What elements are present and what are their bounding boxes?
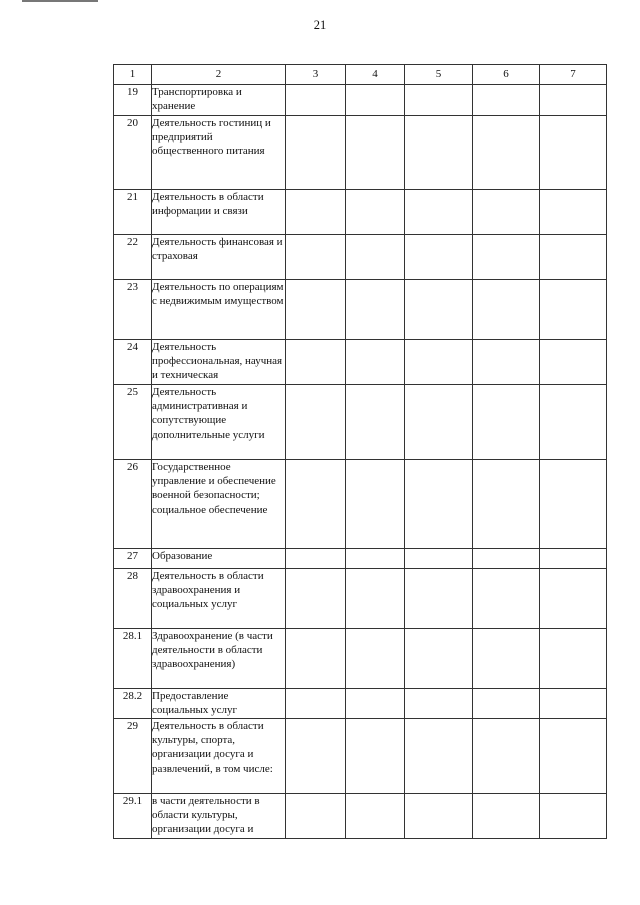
row-number: 29 — [114, 719, 152, 794]
row-number: 29.1 — [114, 794, 152, 839]
row-label: Деятельность финансовая и страховая — [152, 235, 286, 280]
table-cell — [286, 235, 346, 280]
table-cell — [346, 280, 405, 340]
row-label: Деятельность в области культуры, спорта, организации досуга и развлечений, в том числе: — [152, 719, 286, 794]
row-label: Деятельность административная и сопутствующие дополнительные услуги — [152, 385, 286, 460]
table-cell — [286, 85, 346, 116]
table-cell — [473, 385, 540, 460]
table-cell — [473, 794, 540, 839]
table-cell — [286, 569, 346, 629]
column-header: 4 — [346, 65, 405, 85]
page-number: 21 — [313, 18, 327, 32]
table-cell — [405, 385, 473, 460]
table-cell — [473, 280, 540, 340]
table-cell — [540, 460, 607, 549]
column-header: 6 — [473, 65, 540, 85]
row-label: Деятельность гостиниц и предприятий общественного питания — [152, 116, 286, 190]
column-header: 3 — [286, 65, 346, 85]
column-header: 1 — [114, 65, 152, 85]
table-cell — [286, 689, 346, 719]
table-row — [114, 340, 607, 385]
table-cell — [346, 569, 405, 629]
table-row — [114, 85, 607, 116]
table-row — [114, 794, 607, 839]
table-cell — [346, 385, 405, 460]
row-number: 28.1 — [114, 629, 152, 689]
table-cell — [286, 280, 346, 340]
table-cell — [405, 569, 473, 629]
row-number: 24 — [114, 340, 152, 385]
column-header: 2 — [152, 65, 286, 85]
row-number: 28.2 — [114, 689, 152, 719]
row-label: Деятельность в области информации и связи — [152, 190, 286, 235]
row-label: Государственное управление и обеспечение военной безопасности; социальное обеспечение — [152, 460, 286, 549]
table-row — [114, 190, 607, 235]
table-cell — [473, 116, 540, 190]
table-cell — [473, 460, 540, 549]
table-cell — [286, 340, 346, 385]
table-cell — [473, 85, 540, 116]
table-cell — [540, 689, 607, 719]
table-row — [114, 689, 607, 719]
table-row — [114, 280, 607, 340]
table-row — [114, 235, 607, 280]
table-cell — [405, 719, 473, 794]
table-cell — [405, 280, 473, 340]
table-cell — [405, 235, 473, 280]
data-table — [113, 64, 607, 839]
table-cell — [540, 85, 607, 116]
table-cell — [346, 549, 405, 569]
table-cell — [286, 460, 346, 549]
table-cell — [346, 116, 405, 190]
row-label: Транспортировка и хранение — [152, 85, 286, 116]
table-cell — [405, 190, 473, 235]
table-cell — [286, 190, 346, 235]
table-cell — [540, 629, 607, 689]
table-cell — [346, 629, 405, 689]
table-cell — [540, 719, 607, 794]
table-cell — [540, 549, 607, 569]
table-row — [114, 460, 607, 549]
row-number: 19 — [114, 85, 152, 116]
table-cell — [405, 794, 473, 839]
scan-corner-mark — [22, 0, 98, 2]
table-cell — [540, 280, 607, 340]
row-number: 21 — [114, 190, 152, 235]
table-cell — [405, 460, 473, 549]
table-cell — [346, 689, 405, 719]
table-cell — [405, 549, 473, 569]
table-cell — [346, 460, 405, 549]
table-cell — [540, 235, 607, 280]
table-cell — [286, 549, 346, 569]
table-cell — [346, 85, 405, 116]
table-cell — [473, 689, 540, 719]
table-cell — [286, 719, 346, 794]
table-cell — [473, 569, 540, 629]
table-cell — [405, 629, 473, 689]
table-cell — [405, 689, 473, 719]
table-cell — [346, 794, 405, 839]
column-header: 5 — [405, 65, 473, 85]
table-cell — [473, 719, 540, 794]
table-cell — [473, 549, 540, 569]
row-label: Образование — [152, 549, 286, 569]
table-cell — [346, 190, 405, 235]
table-cell — [473, 629, 540, 689]
table-cell — [286, 794, 346, 839]
row-label: Предоставление социальных услуг — [152, 689, 286, 719]
table-header-row — [114, 65, 607, 85]
table-cell — [540, 385, 607, 460]
table-cell — [473, 340, 540, 385]
row-label: в части деятельности в области культуры, организации досуга и — [152, 794, 286, 839]
table-cell — [540, 794, 607, 839]
table-cell — [473, 190, 540, 235]
table-row — [114, 629, 607, 689]
table-cell — [346, 719, 405, 794]
table-cell — [405, 340, 473, 385]
table-cell — [473, 235, 540, 280]
table-cell — [540, 569, 607, 629]
table-row — [114, 719, 607, 794]
row-number: 27 — [114, 549, 152, 569]
row-number: 28 — [114, 569, 152, 629]
table-cell — [540, 190, 607, 235]
table-cell — [540, 116, 607, 190]
row-number: 22 — [114, 235, 152, 280]
table-cell — [286, 629, 346, 689]
row-label: Деятельность по операциям с недвижимым имуществом — [152, 280, 286, 340]
table-cell — [405, 116, 473, 190]
table-cell — [286, 385, 346, 460]
table-cell — [286, 116, 346, 190]
row-label: Деятельность профессиональная, научная и техническая — [152, 340, 286, 385]
table-cell — [405, 85, 473, 116]
table-cell — [346, 340, 405, 385]
row-number: 26 — [114, 460, 152, 549]
row-number: 20 — [114, 116, 152, 190]
table-cell — [540, 340, 607, 385]
table-cell — [346, 235, 405, 280]
column-header: 7 — [540, 65, 607, 85]
row-label: Деятельность в области здравоохранения и социальных услуг — [152, 569, 286, 629]
table-row — [114, 116, 607, 190]
row-number: 25 — [114, 385, 152, 460]
row-number: 23 — [114, 280, 152, 340]
table-row — [114, 569, 607, 629]
table-row — [114, 549, 607, 569]
row-label: Здравоохранение (в части деятельности в области здравоохранения) — [152, 629, 286, 689]
table-row — [114, 385, 607, 460]
